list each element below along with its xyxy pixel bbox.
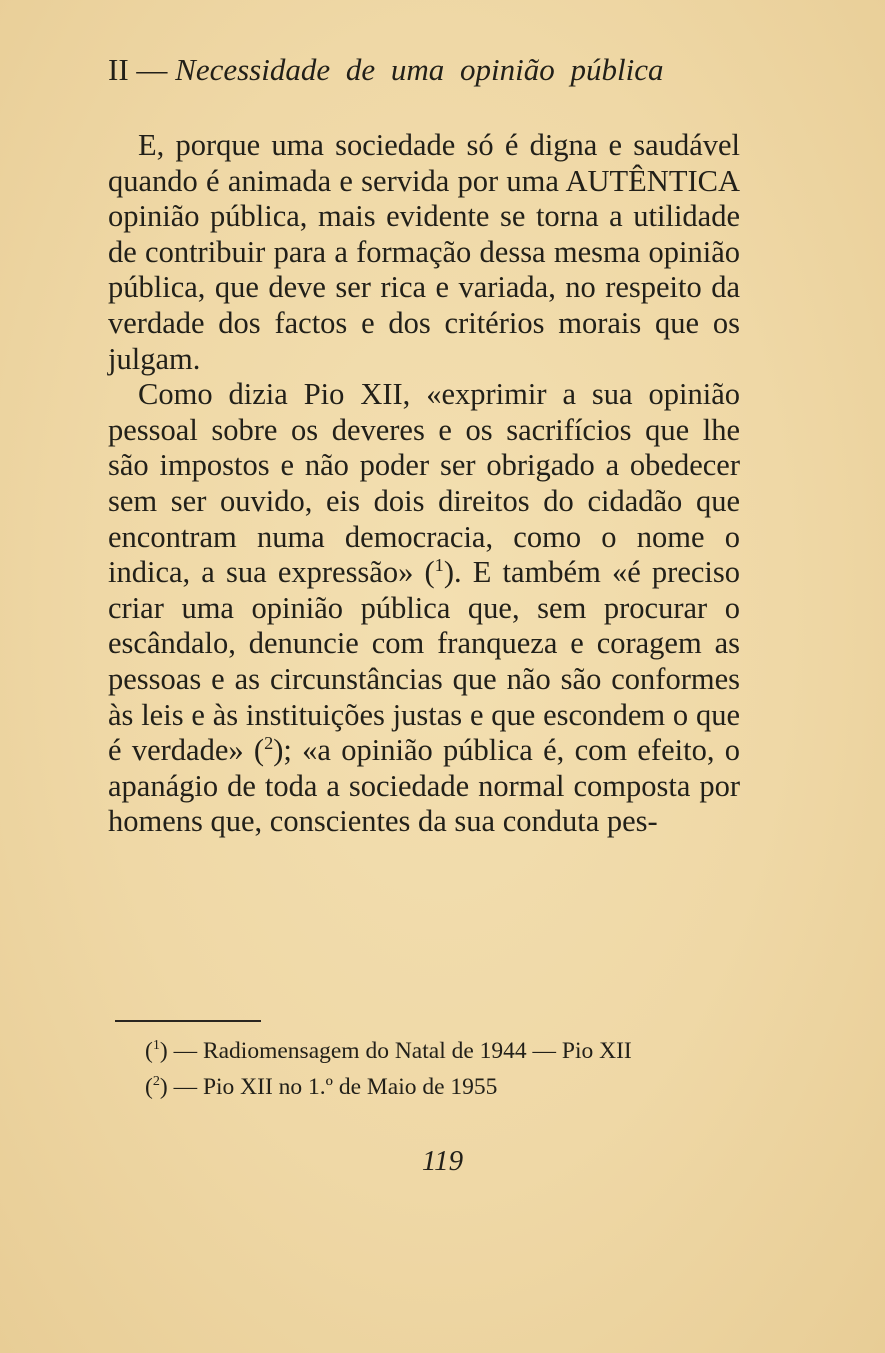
- footnote-marker: 1: [152, 1037, 160, 1054]
- footnote-marker: 2: [152, 1073, 160, 1090]
- page-number: 119: [421, 1145, 464, 1177]
- chapter-title: Necessidade de uma opinião pública: [175, 52, 664, 87]
- paragraph-text: ). E também «é preciso criar uma opinião pública que, sem procurar o escândalo, denuncie com franqueza e coragem as pessoas e as circunstâncias que não são conformes às leis e às instituições justas e que escondem o que é verdade» (: [108, 555, 740, 768]
- running-header: [108, 50, 663, 90]
- header-separator: —: [128, 52, 176, 87]
- paragraph: [108, 377, 740, 840]
- chapter-number: II: [108, 52, 129, 87]
- footnotes: [145, 1033, 765, 1105]
- footnote-text: — Pio XII no 1.º de Maio de 1955: [173, 1074, 498, 1100]
- footnote-divider: [115, 1020, 261, 1022]
- paragraph-text: ); «a opinião pública é, com efeito, o apanágio de toda a sociedade normal composta por homens que, conscientes da sua conduta pes-: [108, 733, 740, 839]
- footnote: ($^2$) — Pio XII no 1.º de Maio de 1955: [145, 1073, 498, 1100]
- body-text: [108, 128, 740, 840]
- paragraph-text: Como dizia Pio XII, «exprimir a sua opinião pessoal sobre os deveres e os sacrifícios que lhe são impostos e não poder ser obrigado a obedecer sem ser ouvido, eis dois direitos do cidadão que encontram numa democracia, como o nome o indica, a sua expressão» (: [108, 377, 740, 590]
- footnote-reference: 1: [434, 554, 444, 575]
- footnote-text: — Radiomensagem do Natal de 1944 — Pio XII: [173, 1038, 632, 1064]
- paragraph: E, porque uma sociedade só é digna e saudável quando é animada e servida por uma AUTÊNTICA opinião pública, mais evidente se torna a utilidade de contribuir para a formação dessa mesma opinião pública, que deve ser rica e variada, no respeito da verdade dos factos e dos critérios morais que os julgam.: [108, 128, 740, 376]
- footnote-reference: 2: [264, 732, 274, 753]
- footnote: ($^1$) — Radiomensagem do Natal de 1944 — Pio XII: [145, 1037, 632, 1064]
